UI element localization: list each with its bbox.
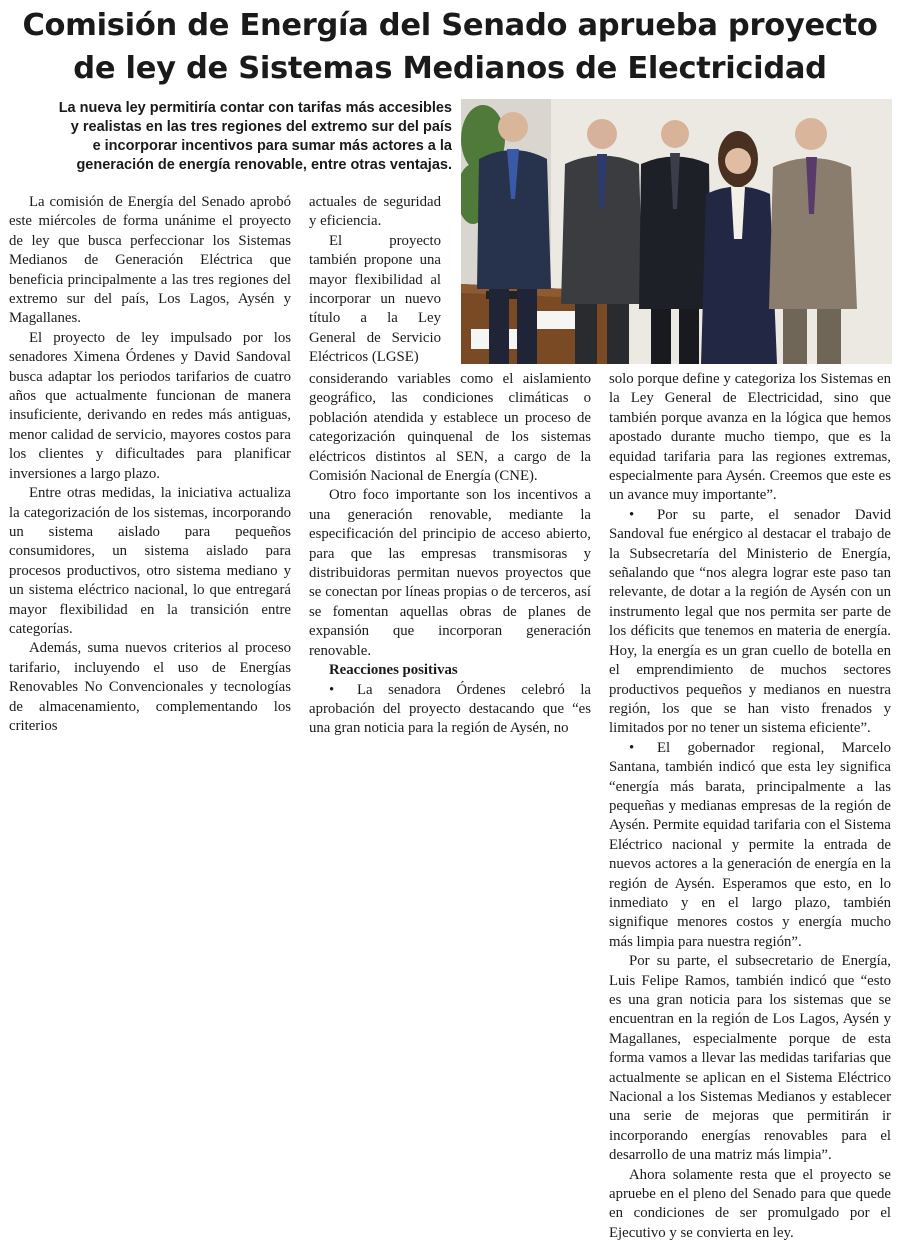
lede-line-3: e incorporar incentivos para sumar más actores a la <box>92 138 452 154</box>
bullet-paragraph <box>609 739 891 952</box>
paragraph: La comisión de Energía del Senado aprobó este miércoles de forma unánime el proyecto de ley que busca perfeccionar los Sistemas Medianos de Generación Eléctrica que beneficia principalmente a las tres regiones del extremo sur del país, Los Lagos, Aysén y Magallanes. <box>9 194 291 327</box>
paragraph: Entre otras medidas, la iniciativa actualiza la categorización de los sistemas, incorporando un sistema aislado para pequeños consumidores, un sistema aislado para procesos productivos, otro sistema mediano y un sistema eléctrico nacional, lo que entregará mayor flexibilidad en la transición entre categorías. <box>9 485 291 637</box>
bullet-text: El gobernador regional, Marcelo Santana, también indicó que esta ley significa “energía más barata, principalmente a las pequeñas y medianas empresas de la región de Aysén. Permite equidad tarifaria con el Sistema Eléctrico nacional y permite la entrada de nuevos actores a la generación de energía en la región de Aysén. Esperamos que esto, en lo inmediato y en el largo plazo, también signifique menores costos y energía mucho más limpia para nuestra región”. <box>609 739 891 950</box>
group-photo <box>461 99 892 364</box>
paragraph: solo porque define y categoriza los Sistemas en la Ley General de Electricidad, sino que también porque avanza en la lógica que hemos apostado durante mucho tiempo, que es la equidad tarifaria para las regiones extremas, especialmente para Aysén. Creemos que este es un avance muy importante”. <box>609 371 891 504</box>
lede-line-2: y realistas en las tres regiones del extremo sur del país <box>70 119 452 135</box>
paragraph: El proyecto también propone una mayor flexibilidad al incorporar un nuevo título a la Ley General de Servicio Eléctricos (LGSE) <box>309 232 441 366</box>
headline-line-1: Comisión de Energía del Senado aprueba proyecto <box>22 8 878 43</box>
paragraph: actuales de seguridad y eficiencia. <box>309 194 441 230</box>
bullet-icon: • <box>329 681 335 698</box>
bullet-icon: • <box>629 739 635 756</box>
column-2-top <box>309 193 441 368</box>
paragraph: Por su parte, el subsecretario de Energía, Luis Felipe Ramos, también indicó que “esto es una gran noticia para los sistemas que se encuentran en la región de Los Lagos, Aysén y Magallanes, especialmente porque de esta forma vamos a llevar las medidas tarifarias que actualmente se aplican en el Sistema Eléctrico Nacional a los Sistemas Medianos y establecer una serie de mejoras que permitirán ir incorporando energías renovables para el desarrollo de una matriz más limpia”. <box>609 953 891 1164</box>
paragraph: Además, suma nuevos criterios al proceso tarifario, incluyendo el uso de Energías Renovables No Convencionales y tecnologías de almacenamiento, complementando los criterios <box>9 640 291 734</box>
bullet-text: La senadora Órdenes celebró la aprobación del proyecto destacando que “es una gran noticia para la región de Aysén, no <box>309 681 591 737</box>
column-2-bottom <box>309 370 591 739</box>
lede-line-1: La nueva ley permitiría contar con tarifas más accesibles <box>58 100 452 116</box>
bullet-icon: • <box>629 506 635 523</box>
column-3 <box>609 370 891 1243</box>
headline <box>0 4 900 90</box>
bullet-paragraph <box>309 681 591 739</box>
headline-line-2: de ley de Sistemas Medianos de Electricidad <box>73 51 827 86</box>
bullet-text: Por su parte, el senador David Sandoval fue enérgico al destacar el trabajo de la Subsecretaría del Ministerio de Energía, señalando que “nos alegra lograr este paso tan relevante, de dotar a la región de Aysén con un instrumento legal que nos permita ser parte de los déficits que tenemos en materia de energía. Hoy, la energía es un gran cuello de botella en el emprendimiento de muchos sectores productivos pequeños y medianos en nuestra región, los que se han visto frenados y limitados por no tener un sistema eficiente”. <box>609 506 891 737</box>
bullet-paragraph <box>609 506 891 739</box>
paragraph: Ahora solamente resta que el proyecto se apruebe en el pleno del Senado para que quede en condiciones de ser promulgado por el Ejecutivo y se convierta en ley. <box>609 1166 891 1241</box>
subheading: Reacciones positivas <box>329 662 458 679</box>
lede <box>30 99 452 175</box>
lede-line-4: generación de energía renovable, entre otras ventajas. <box>76 157 452 173</box>
paragraph: Otro foco importante son los incentivos a una generación renovable, mediante la especificación del principio de acceso abierto, para que las empresas transmisoras y distribuidoras permitan nuevos proyectos que se conectan por líneas propias o de terceros, así se fomentan aquellas obras de planes de expansión que incorporan generación renovable. <box>309 487 591 659</box>
column-1 <box>9 193 291 736</box>
paragraph: considerando variables como el aislamiento geográfico, las condiciones climáticas o población atendida y establece un proceso de categorización quinquenal de los sistemas eléctricos distintos al SEN, a cargo de la Comisión Nacional de Energía (CNE). <box>309 371 591 485</box>
paragraph: El proyecto de ley impulsado por los senadores Ximena Órdenes y David Sandoval busca adaptar los periodos tarifarios de cuatro años que actualmente funcionan de manera insuficiente, derivando en redes más antiguas, menor calidad de servicio, mayores costos para los clientes y dificultades para planificar inversiones a largo plazo. <box>9 329 291 482</box>
